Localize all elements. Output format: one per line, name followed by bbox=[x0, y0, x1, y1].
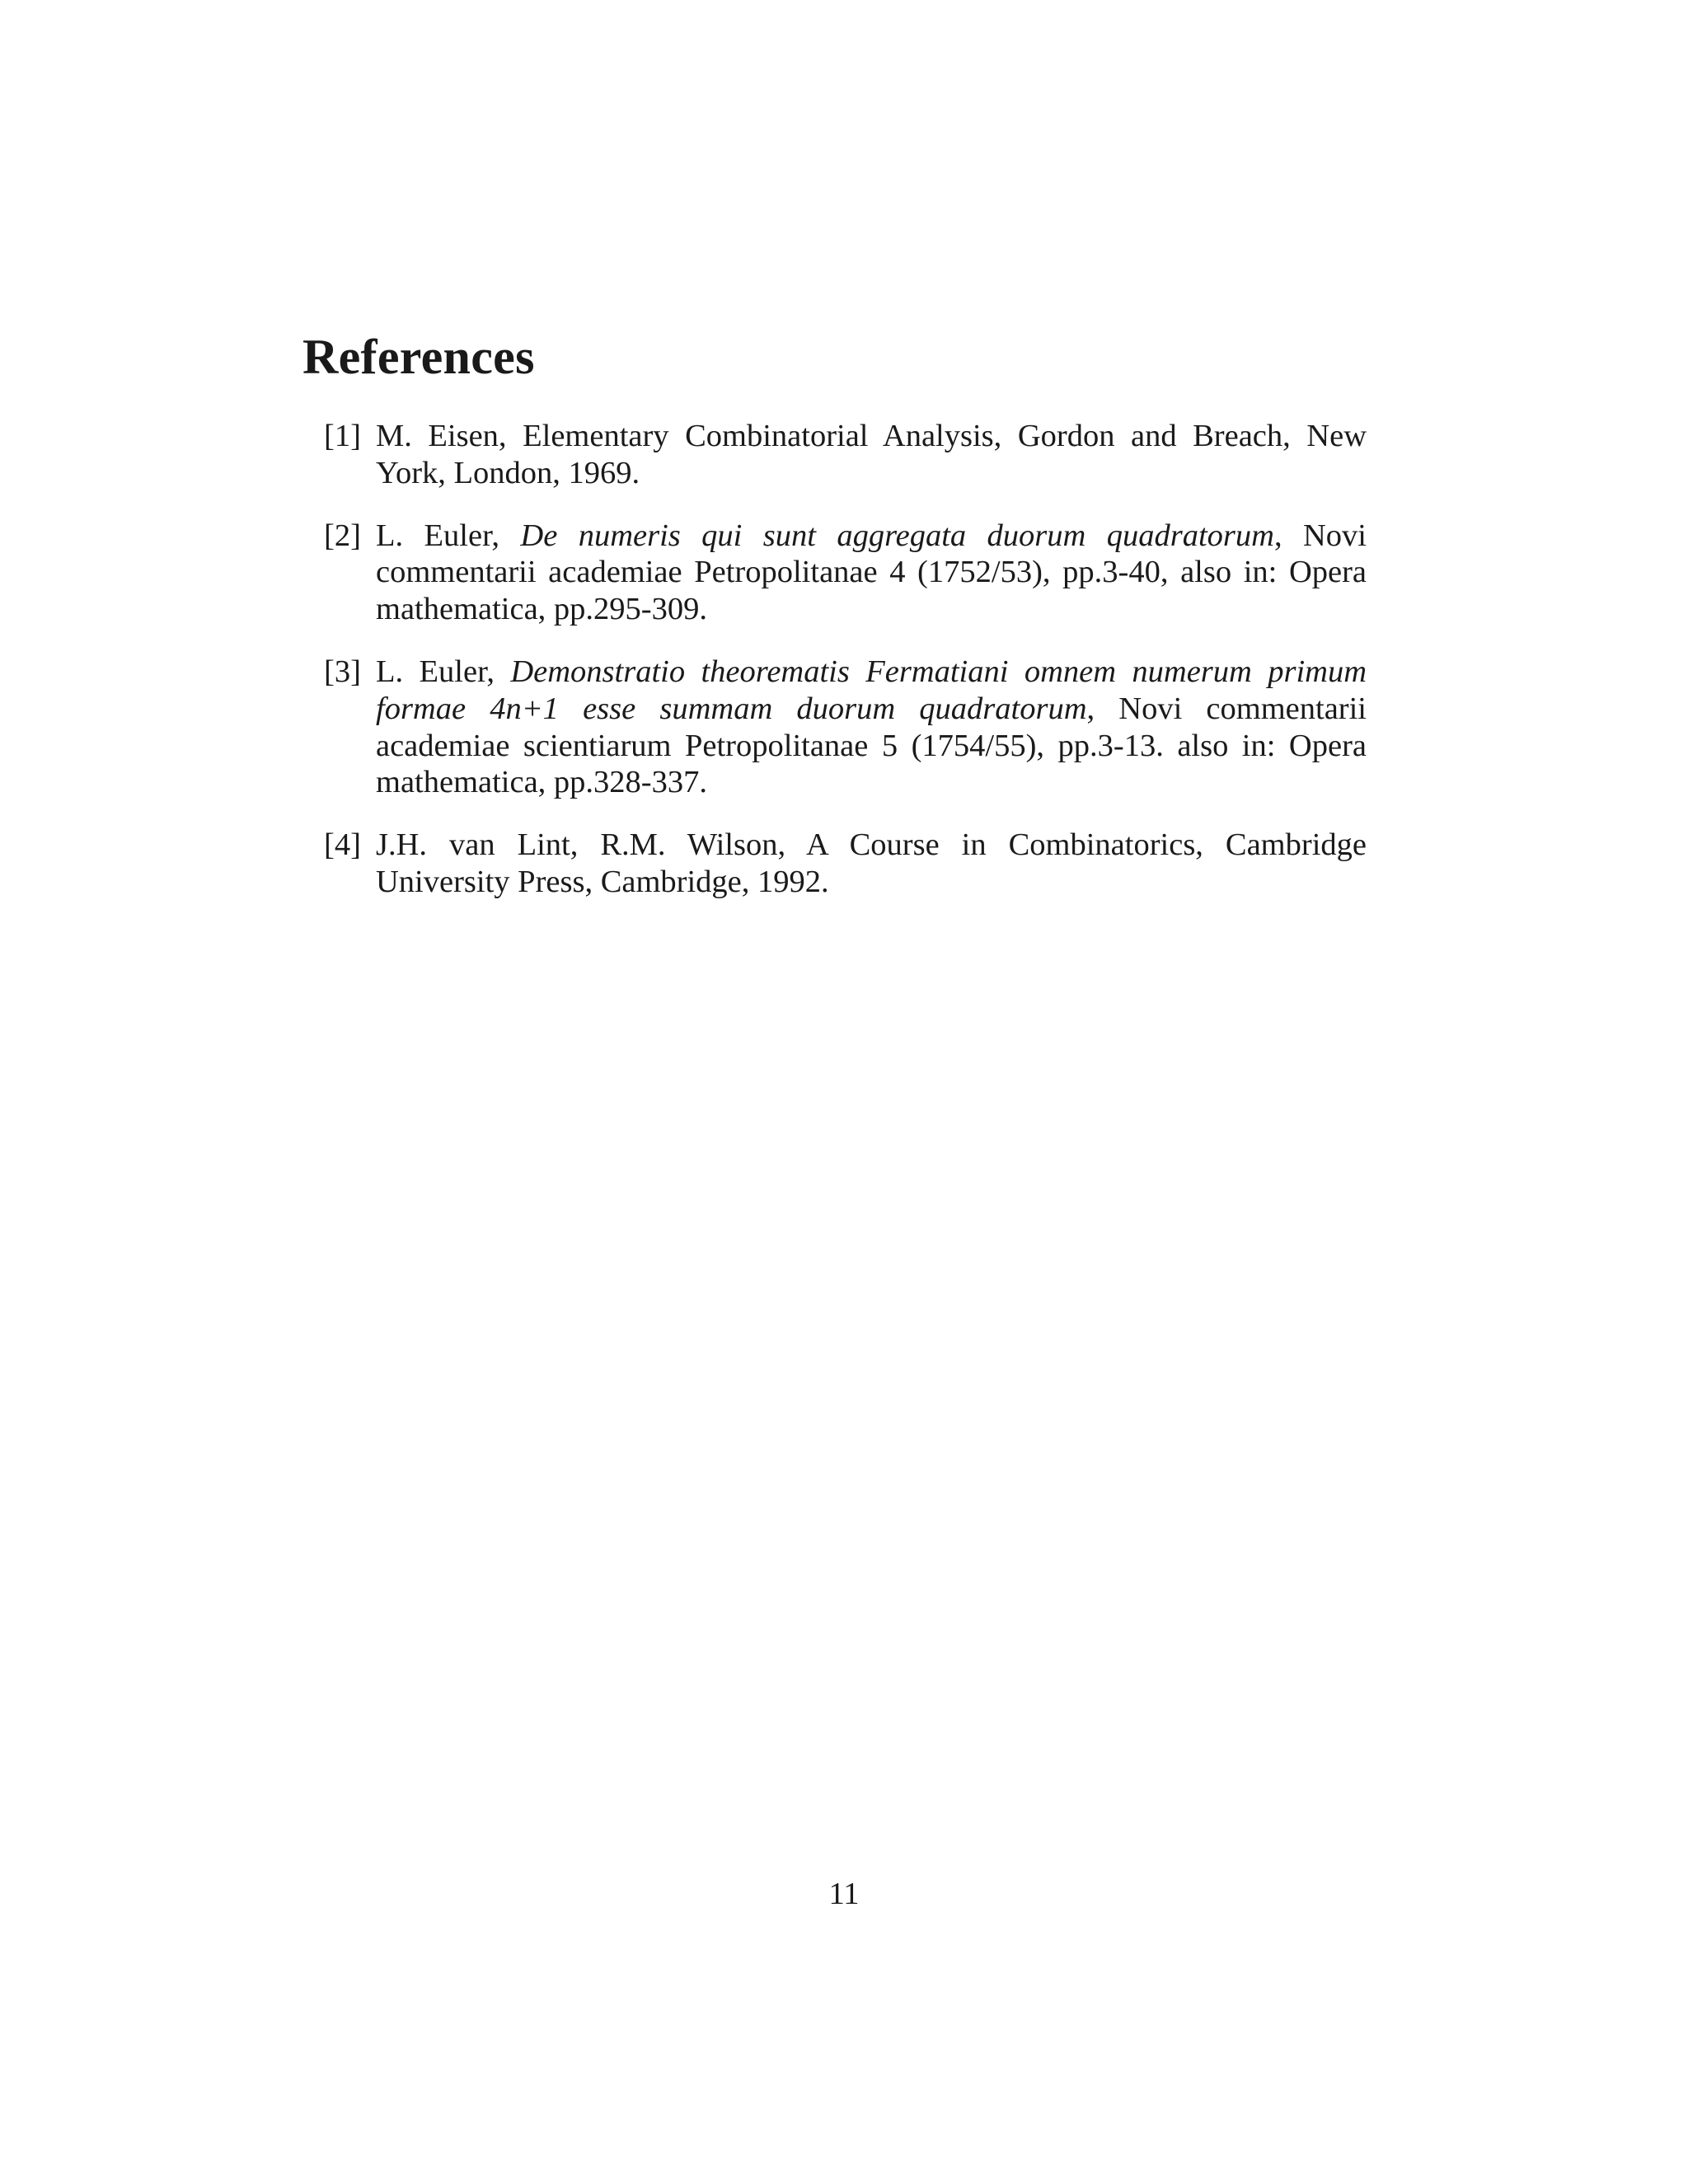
reference-label: [4] bbox=[324, 827, 361, 863]
reference-details: Elementary Combinatorial Analysis, Gordon and Breach, New York, London, 1969. bbox=[376, 419, 1367, 490]
reference-author: J.H. van Lint, R.M. Wilson, bbox=[376, 827, 806, 863]
reference-author: L. Euler, bbox=[376, 654, 511, 689]
reference-2 bbox=[324, 518, 1367, 628]
reference-details: , Novi commentarii academiae Petropolitanae 4 (1752/53), pp.3-40, also in: Opera mathematica, pp.295-309. bbox=[376, 518, 1367, 627]
reference-4 bbox=[324, 827, 1367, 901]
reference-text bbox=[376, 654, 1367, 799]
reference-1 bbox=[324, 418, 1367, 492]
reference-text bbox=[376, 419, 1367, 490]
reference-details: A Course in Combinatorics, Cambridge University Press, Cambridge, 1992. bbox=[376, 827, 1367, 899]
reference-3 bbox=[324, 654, 1367, 801]
reference-text bbox=[376, 827, 1367, 899]
references-list bbox=[324, 418, 1367, 901]
reference-author: L. Euler, bbox=[376, 518, 521, 553]
references-heading: References bbox=[302, 330, 535, 384]
reference-label: [1] bbox=[324, 419, 361, 453]
reference-author: M. Eisen, bbox=[376, 419, 523, 453]
reference-title: De numeris qui sunt aggregata duorum quadratorum bbox=[520, 518, 1274, 553]
reference-details: , Novi commentarii academiae scientiarum Petropolitanae 5 (1754/55), pp.3-13. also in: Opera mathematica, pp.328-337. bbox=[376, 691, 1367, 800]
reference-label: [3] bbox=[324, 654, 361, 689]
page-number: 11 bbox=[828, 1877, 860, 1911]
reference-text bbox=[376, 518, 1367, 627]
reference-title: Demonstratio theorematis Fermatiani omnem numerum primum formae 4n+1 esse summam duorum quadratorum bbox=[376, 654, 1367, 726]
reference-label: [2] bbox=[324, 518, 361, 553]
